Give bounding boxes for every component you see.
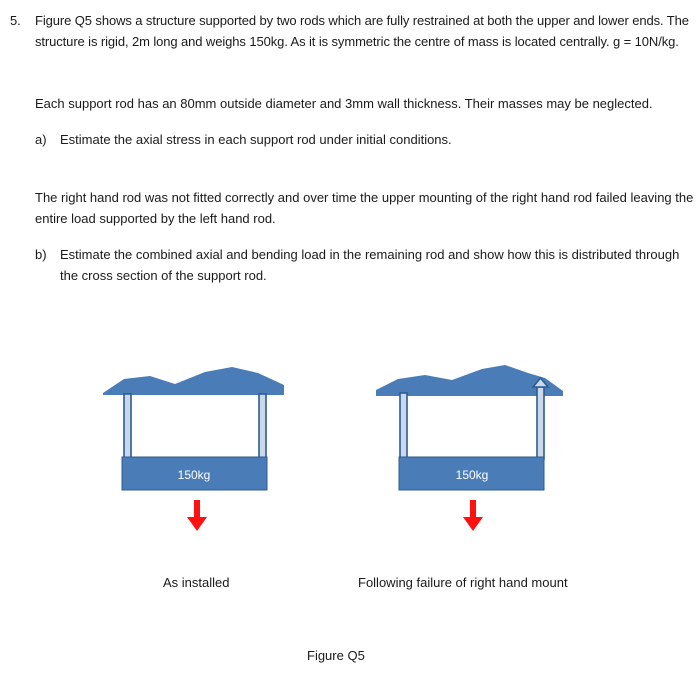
part-b-label: b) [35,247,47,262]
rod-right-left [400,393,407,459]
figure-caption: Figure Q5 [307,648,365,663]
part-a-label: a) [35,132,47,147]
rod-info-paragraph: Each support rod has an 80mm outside diameter and 3mm wall thickness. Their masses may be neglected. [35,96,653,111]
caption-as-installed: As installed [163,575,230,590]
structure-after-failure [376,365,563,531]
mass-label-right: 150kg [455,468,489,482]
question-intro-text: Figure Q5 shows a structure supported by two rods which are fully restrained at both the upper and lower ends. The structure is rigid, 2m long and weighs 150kg. As it is symmetric the centre of mass is located centrally. g = 10N/kg. [35,13,689,49]
rod-right-failed [537,387,544,459]
roof-right [376,365,563,396]
roof-left [103,367,284,395]
load-arrow-right [463,500,483,531]
mass-label-left: 150kg [177,468,211,482]
load-arrow-left [187,500,207,531]
rod-left-left [124,394,131,458]
question-number: 5. [10,13,21,28]
structure-as-installed [103,367,284,531]
part-b-text: Estimate the combined axial and bending load in the remaining rod and show how this is distributed through the cross section of the support rod. [60,247,680,283]
caption-after-failure: Following failure of right hand mount [358,575,568,590]
rod-left-right [259,394,266,458]
failure-paragraph: The right hand rod was not fitted correctly and over time the upper mounting of the right hand rod failed leaving the entire load supported by the left hand rod. [35,190,694,226]
part-a-text: Estimate the axial stress in each support rod under initial conditions. [60,132,452,147]
